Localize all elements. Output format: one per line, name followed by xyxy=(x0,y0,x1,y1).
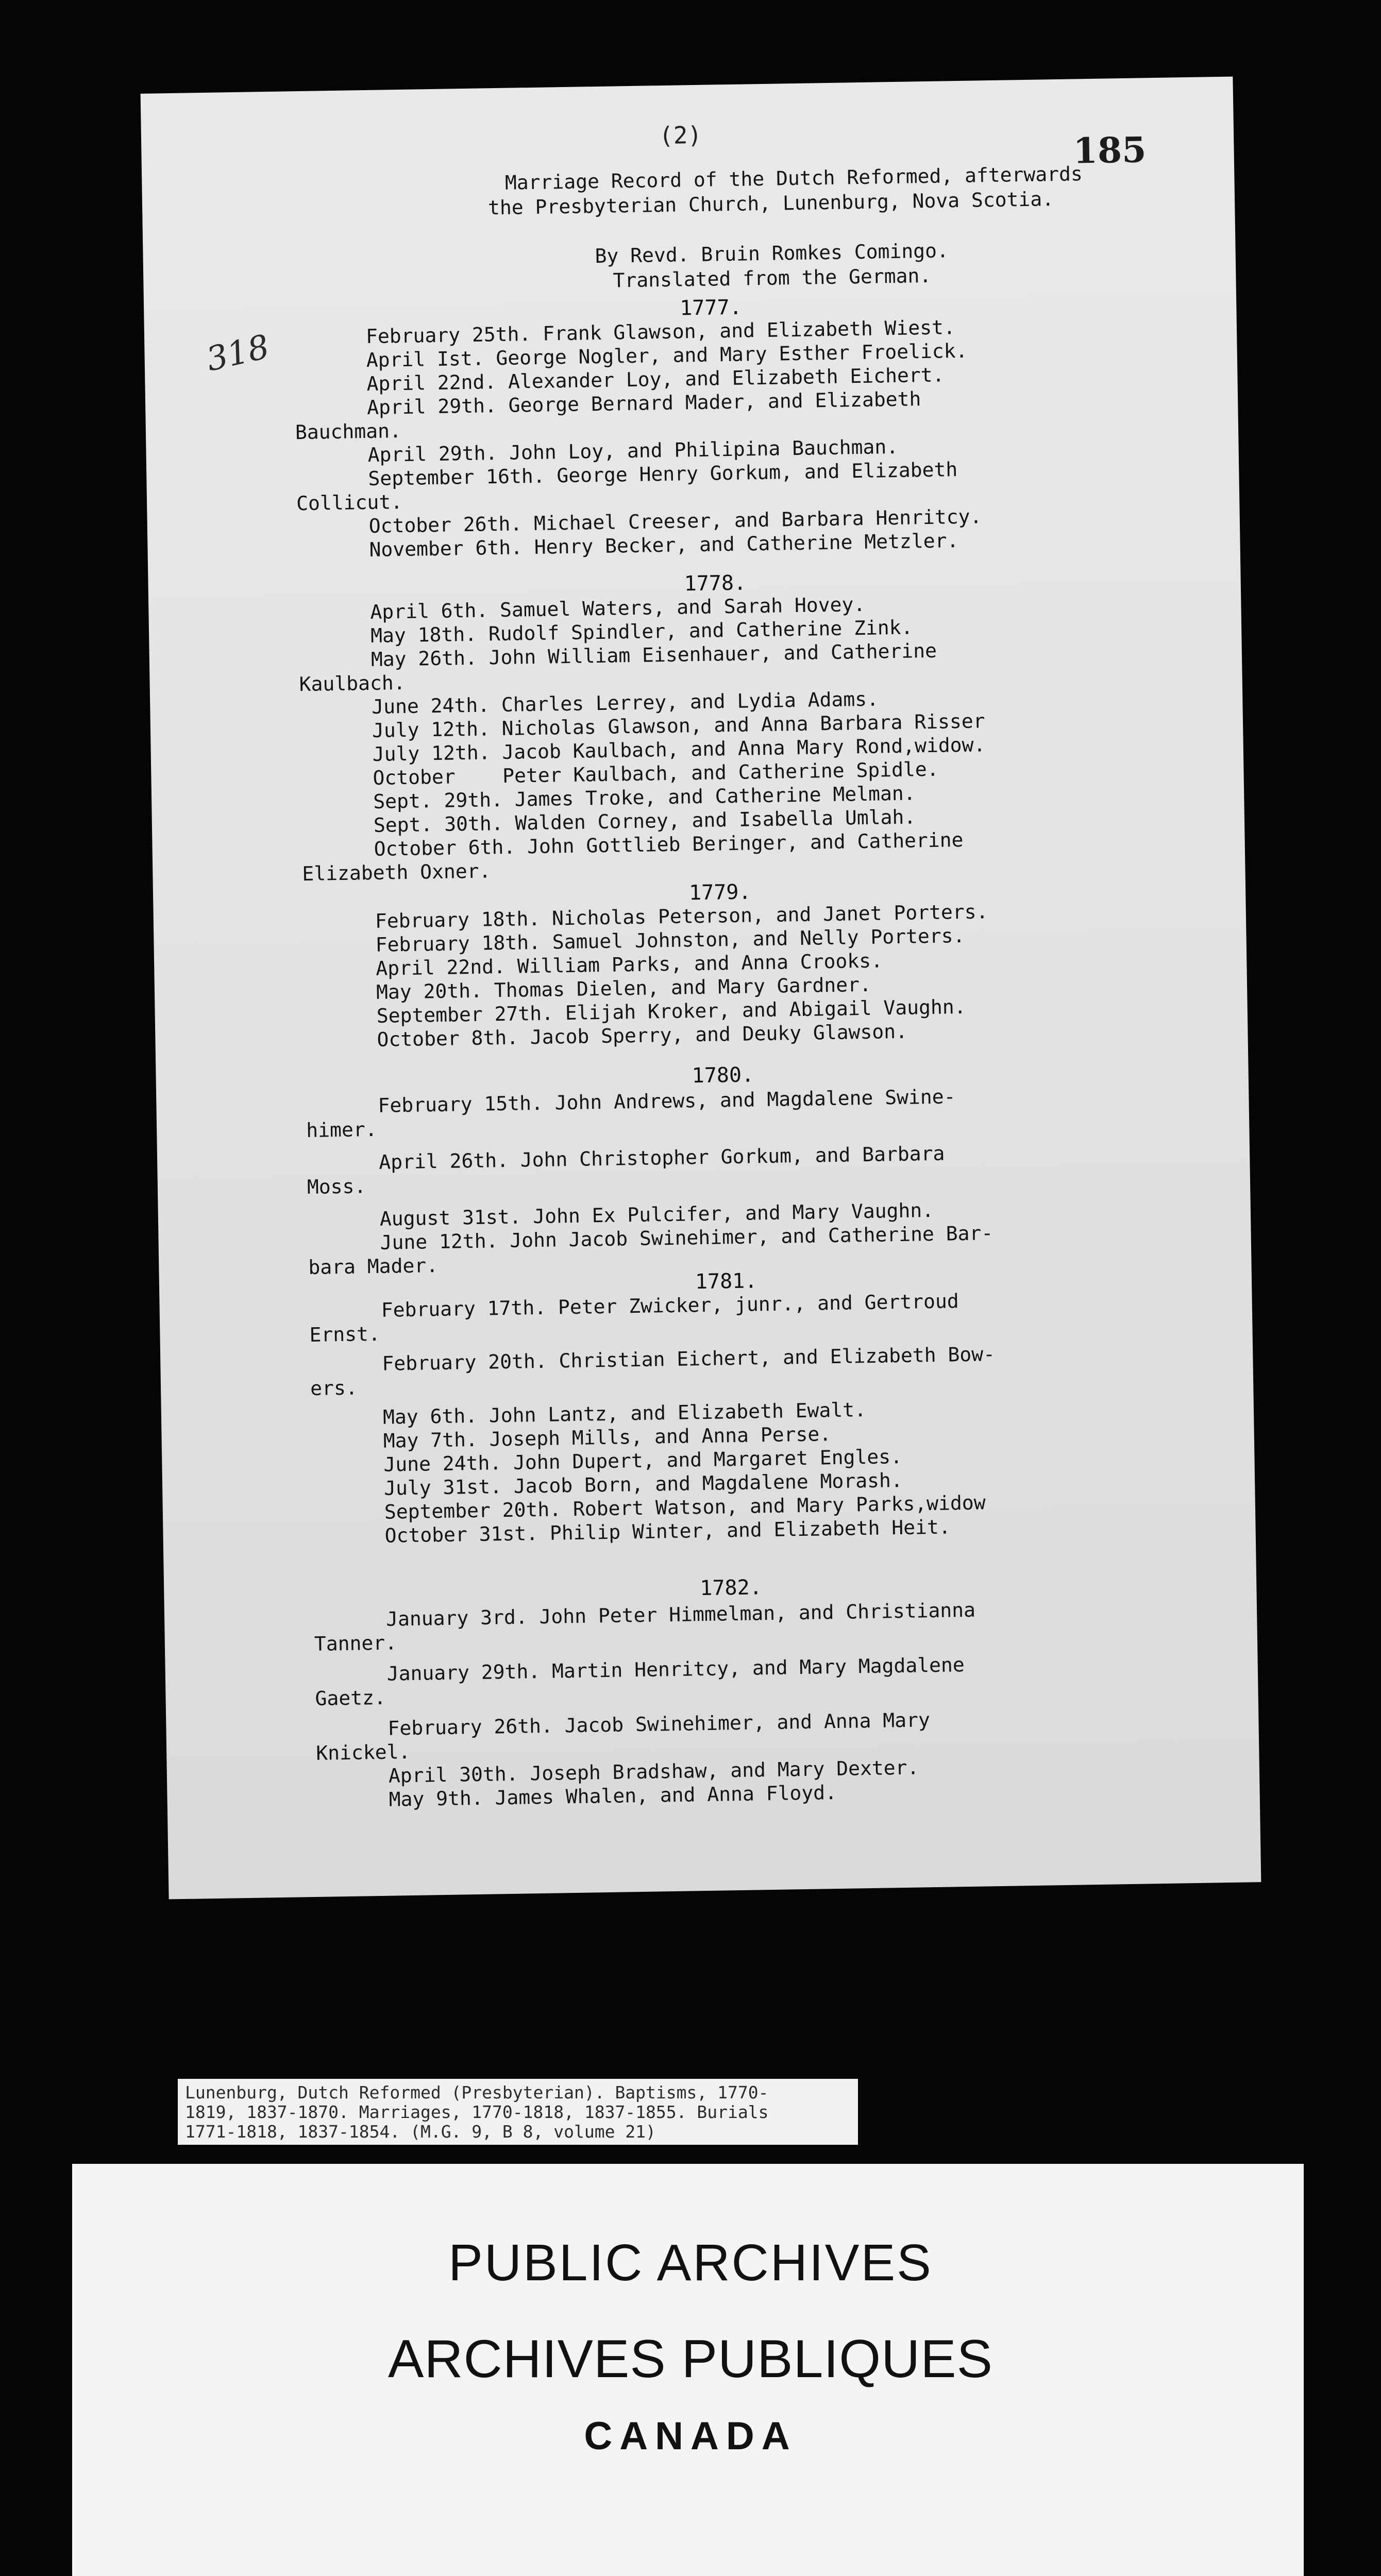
entries-1778 xyxy=(299,590,987,886)
archives-country: CANADA xyxy=(584,2414,797,2458)
marriage-entry: ers. xyxy=(310,1376,358,1400)
marriage-entry: October 8th. Jacob Sperry, and Deuky Glawson. xyxy=(377,1020,908,1051)
entries-1782 xyxy=(314,1598,979,1811)
marriage-entry: June 24th. John Dupert, and Margaret Engles. xyxy=(383,1445,903,1476)
marriage-entry: September 20th. Robert Watson, and Mary Parks,widow xyxy=(384,1491,986,1523)
marriage-entry: April Ist. George Nogler, and Mary Esther Froelick. xyxy=(366,339,968,372)
marriage-entry: January 3rd. John Peter Himmelman, and Christianna xyxy=(385,1598,976,1631)
marriage-entry: Sept. 29th. James Troke, and Catherine Melman. xyxy=(373,782,916,813)
marriage-entry: January 29th. Martin Henritcy, and Mary Magdalene xyxy=(386,1653,965,1685)
marriage-entry: May 20th. Thomas Dielen, and Mary Gardner. xyxy=(376,973,872,1004)
register-page xyxy=(141,77,1261,1900)
marriage-entry: February 17th. Peter Zwicker, junr., and Gertroud xyxy=(381,1290,959,1321)
marriage-entry: November 6th. Henry Becker, and Catherine Metzler. xyxy=(369,529,959,561)
record-byline xyxy=(385,235,1158,297)
marriage-entry: September 27th. Elijah Kroker, and Abigail Vaughn. xyxy=(376,995,966,1027)
marriage-entry: Tanner. xyxy=(314,1631,397,1655)
title-line-2: the Presbyterian Church, Lunenburg, Nova Scotia. xyxy=(487,188,1054,219)
marriage-entry: February 18th. Samuel Johnston, and Nelly Porters. xyxy=(375,924,965,956)
marriage-entry: May 18th. Rudolf Spindler, and Catherine Zink. xyxy=(370,616,913,647)
marriage-entry: Kaulbach. xyxy=(299,671,406,696)
marriage-entry: July 12th. Jacob Kaulbach, and Anna Mary Rond,widow. xyxy=(372,733,986,766)
marriage-entry: April 22nd. Alexander Loy, and Elizabeth Eichert. xyxy=(366,363,945,396)
byline-line-1: By Revd. Bruin Romkes Comingo. xyxy=(595,239,949,268)
marriage-entry: April 30th. Joseph Bradshaw, and Mary Dexter. xyxy=(388,1756,919,1787)
marriage-entry: Gaetz. xyxy=(315,1686,386,1710)
page-number: (2) xyxy=(659,121,702,150)
entries-1781 xyxy=(309,1289,998,1548)
marriage-entry: Knickel. xyxy=(315,1740,411,1765)
title-line-1: Marriage Record of the Dutch Reformed, afterwards xyxy=(504,162,1083,194)
marriage-entry: July 31st. Jacob Born, and Magdalene Morash. xyxy=(383,1468,903,1500)
marriage-entry: April 22nd. William Parks, and Anna Crooks. xyxy=(375,949,883,980)
marriage-entry: May 7th. Joseph Mills, and Anna Perse. xyxy=(383,1422,832,1452)
archive-reference-label xyxy=(178,2079,858,2145)
marriage-entry: February 15th. John Andrews, and Magdalene Swine- xyxy=(378,1085,956,1117)
folio-number: 185 xyxy=(1072,129,1147,172)
marriage-entry: February 18th. Nicholas Peterson, and Janet Porters. xyxy=(375,900,988,933)
byline-line-2: Translated from the German. xyxy=(613,264,932,292)
marriage-entry: August 31st. John Ex Pulcifer, and Mary Vaughn. xyxy=(379,1198,934,1230)
marriage-entry: February 20th. Christian Eichert, and Elizabeth Bow- xyxy=(382,1343,996,1375)
marriage-entry: himer. xyxy=(306,1117,377,1142)
marriage-entry: October 6th. John Gottlieb Beringer, and Catherine xyxy=(374,828,964,860)
label-line-2: 1819, 1837-1870. Marriages, 1770-1818, 1837-1855. Burials xyxy=(185,2102,769,2122)
marriage-entry: May 26th. John William Eisenhauer, and Catherine xyxy=(370,639,937,671)
archives-heading-fr: ARCHIVES PUBLIQUES xyxy=(388,2329,993,2389)
marriage-entry: February 25th. Frank Glawson, and Elizabeth Wiest. xyxy=(365,316,956,348)
marriage-entry: Moss. xyxy=(307,1175,366,1199)
marriage-entry: October Peter Kaulbach, and Catherine Spidle. xyxy=(373,757,939,789)
archives-heading-en: PUBLIC ARCHIVES xyxy=(448,2234,933,2292)
record-title xyxy=(384,160,1157,222)
marriage-entry: Elizabeth Oxner. xyxy=(302,859,491,886)
marriage-entry: April 26th. John Christopher Gorkum, and Barbara xyxy=(378,1142,945,1174)
marriage-entry: May 6th. John Lantz, and Elizabeth Ewalt. xyxy=(382,1398,867,1429)
marriage-entry: October 31st. Philip Winter, and Elizabeth Heit. xyxy=(384,1515,951,1547)
year-heading-1779: 1779. xyxy=(688,880,751,905)
marriage-entry: Ernst. xyxy=(309,1322,381,1347)
year-heading-1782: 1782. xyxy=(699,1575,763,1601)
year-heading-1778: 1778. xyxy=(684,571,747,596)
year-heading-1780: 1780. xyxy=(692,1063,754,1088)
entries-1777 xyxy=(295,315,983,562)
marriage-entry: April 29th. John Loy, and Philipina Bauchman. xyxy=(367,435,899,467)
marriage-entry: September 16th. George Henry Gorkum, and Elizabeth xyxy=(368,458,958,490)
marriage-entry: Collicut. xyxy=(296,490,403,515)
marriage-entry: February 26th. Jacob Swinehimer, and Anna Mary xyxy=(388,1708,931,1740)
marriage-entry: June 12th. John Jacob Swinehimer, and Catherine Bar- xyxy=(380,1222,993,1254)
marriage-entry: April 29th. George Bernard Mader, and Elizabeth xyxy=(366,387,921,419)
marriage-entry: June 24th. Charles Lerrey, and Lydia Adams. xyxy=(372,687,879,718)
year-heading-1781: 1781. xyxy=(695,1269,757,1294)
year-heading-1777: 1777. xyxy=(679,295,743,320)
handwritten-margin-note: 318 xyxy=(203,328,273,379)
label-line-1: Lunenburg, Dutch Reformed (Presbyterian). Baptisms, 1770- xyxy=(185,2082,769,2103)
marriage-entry: Sept. 30th. Walden Corney, and Isabella Umlah. xyxy=(373,805,916,837)
marriage-entry: Bauchman. xyxy=(295,419,402,444)
entries-1779 xyxy=(375,900,990,1052)
marriage-entry: May 9th. James Whalen, and Anna Floyd. xyxy=(389,1781,837,1811)
marriage-entry: April 6th. Samuel Waters, and Sarah Hovey. xyxy=(370,592,866,623)
entries-1780 xyxy=(306,1084,993,1279)
marriage-entry: July 12th. Nicholas Glawson, and Anna Barbara Risser xyxy=(372,709,985,742)
marriage-entry: bara Mader. xyxy=(308,1254,439,1279)
label-line-3: 1771-1818, 1837-1854. (M.G. 9, B 8, volume 21) xyxy=(185,2122,656,2142)
marriage-entry: October 26th. Michael Creeser, and Barbara Henritcy. xyxy=(368,505,982,538)
